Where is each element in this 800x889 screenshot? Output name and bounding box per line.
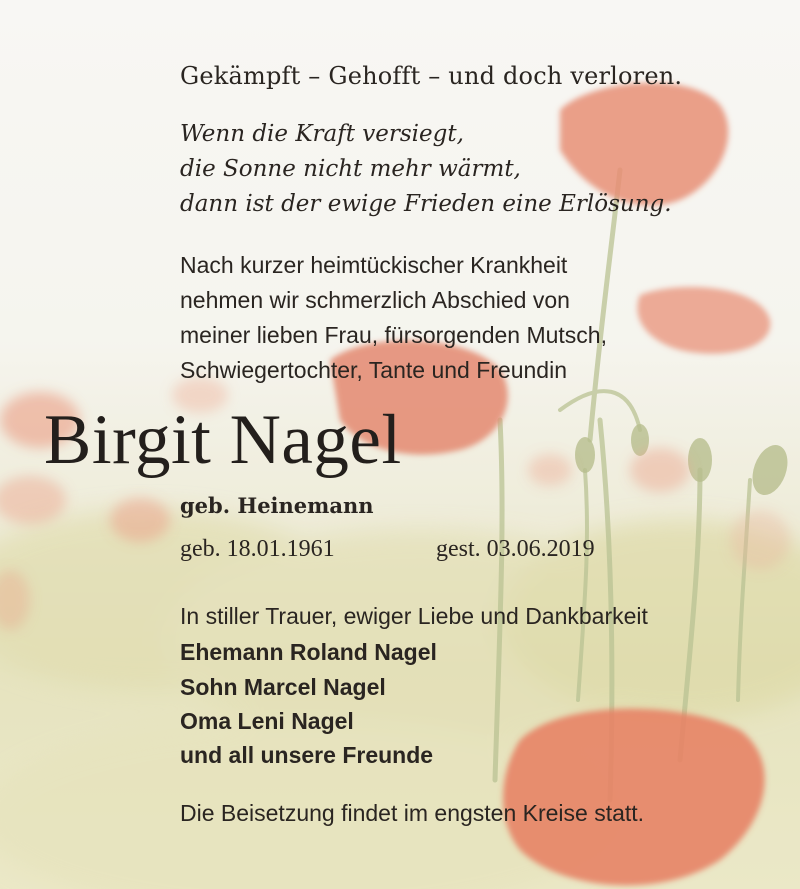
deceased-name: Birgit Nagel (44, 401, 402, 479)
poem-line: Wenn die Kraft versiegt, (180, 121, 464, 147)
mourner-name: Ehemann Roland Nagel (180, 639, 437, 665)
mourner-name: und all unsere Freunde (180, 742, 434, 768)
poem-line: die Sonne nicht mehr wärmt, (180, 156, 521, 182)
death-date: gest. 03.06.2019 (436, 536, 595, 562)
funeral-note: Die Beisetzung findet im engsten Kreise statt. (180, 800, 645, 826)
headline: Gekämpft – Gehofft – und doch verloren. (180, 62, 683, 90)
intro-line: Nach kurzer heimtückischer Krankheit (180, 252, 568, 278)
mourner-name: Sohn Marcel Nagel (180, 674, 386, 700)
intro-line: nehmen wir schmerzlich Abschied von (180, 287, 570, 313)
birth-date: geb. 18.01.1961 (180, 536, 335, 562)
intro-line: Schwiegertochter, Tante und Freundin (180, 357, 567, 383)
maiden-name: geb. Heinemann (180, 493, 374, 518)
mourning-line: In stiller Trauer, ewiger Liebe und Dankbarkeit (180, 603, 648, 629)
mourner-name: Oma Leni Nagel (180, 708, 354, 734)
intro-line: meiner lieben Frau, fürsorgenden Mutsch, (180, 322, 607, 348)
poem-line: dann ist der ewige Frieden eine Erlösung. (180, 191, 672, 217)
